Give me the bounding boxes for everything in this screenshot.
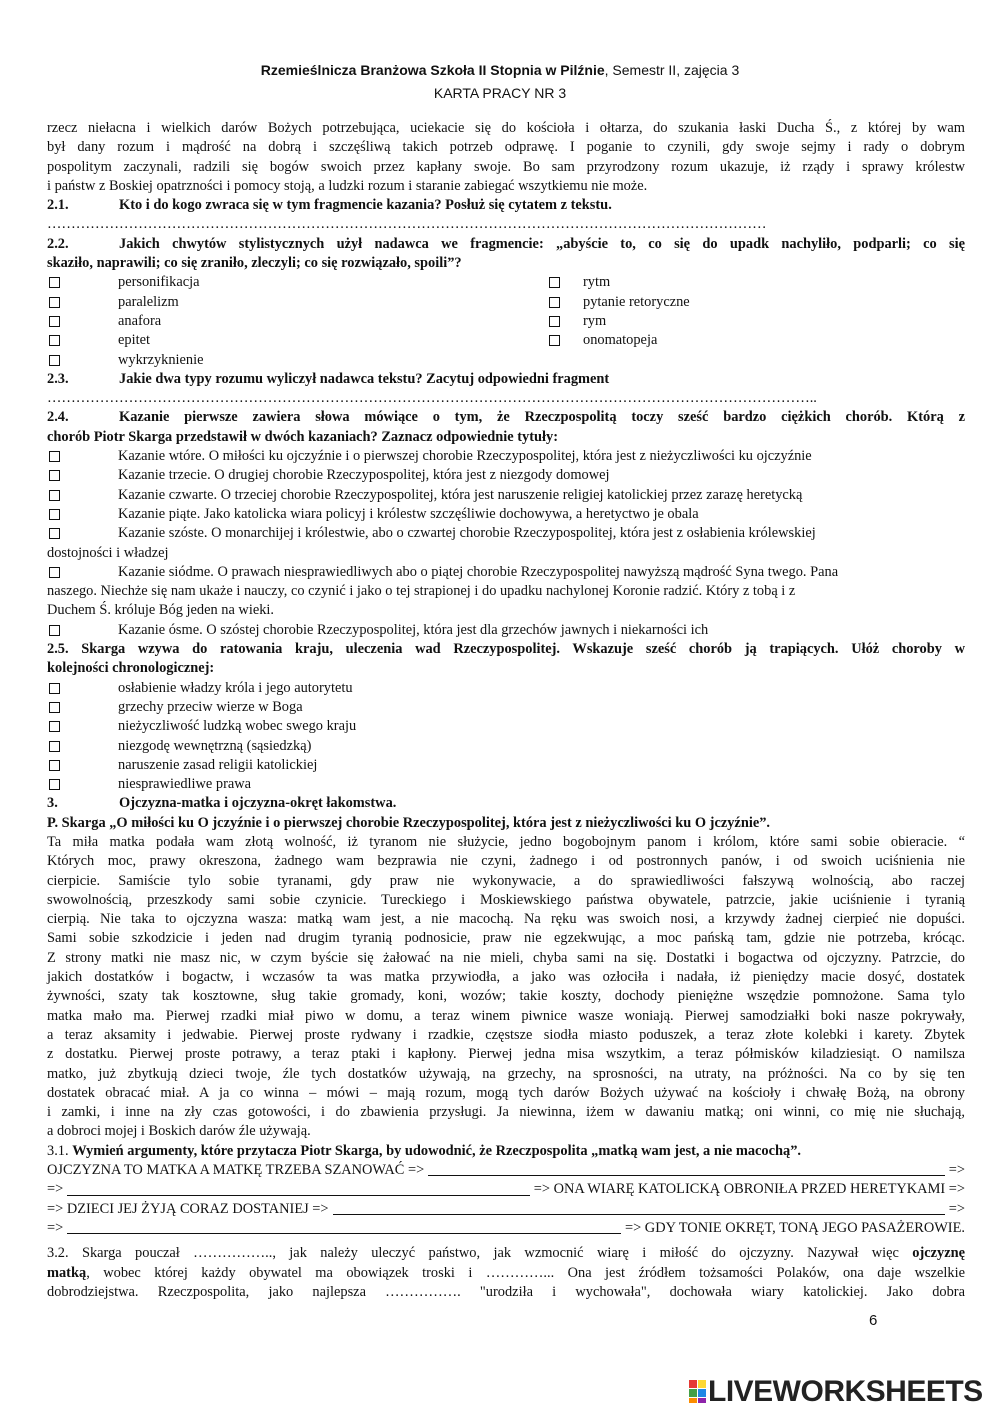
header-school xyxy=(0,62,1000,78)
quote-line: cierpicie. Samiście tylo sobie tyranami, gdy praw nie wykonywacie, a do sprawiedliwości fałszywą wolnością, abo raczej xyxy=(47,872,965,889)
option-label: niesprawiedliwe prawa xyxy=(118,776,252,793)
chain-row-1 xyxy=(47,1161,965,1180)
option-row xyxy=(47,293,965,312)
quote-line: Z strony matki nie masz nic, w czym byście się żałować na nie mieli, chyba sami na się. Dostatki i bogactwa od ojczyzny. Patrzcie, do xyxy=(47,949,965,966)
question-number: 2.3. xyxy=(47,370,69,387)
option-label: paralelizm xyxy=(118,293,179,310)
option-label-cont: naszego. Niechże się nam ukaże i nauczy, co czynić i jako o tej strapionej i do upadku nachylonej Koronie radzić. Który z tobą i z xyxy=(47,583,796,600)
header-school-name: Rzemieślnicza Branżowa Szkoła II Stopnia w Pilźnie xyxy=(260,62,605,78)
checkbox[interactable] xyxy=(549,335,560,346)
checkbox[interactable] xyxy=(49,451,60,462)
chain-text: => DZIECI JEJ ŻYJĄ CORAZ DOSTANIEJ => xyxy=(47,1200,329,1217)
option-label: grzechy przeciw wierze w Boga xyxy=(118,698,303,715)
quote-line: dostatek obracać miał. A ja co winna – mówi – mają rozum, mogą tych darów Bożych używać na kościoły i chwałę Bożą, na obrony xyxy=(47,1084,965,1101)
logo-text: LIVEWORKSHEETS xyxy=(708,1375,983,1408)
quote-line: a teraz aksamity i jedwabie. Pierwej proste rydwany i rzadkie, częstsze siodła miasto poduszek, a teraz złote kolebki i karety. Zbytek xyxy=(47,1026,965,1043)
option-label: Kazanie trzecie. O drugiej chorobie Rzeczypospolitej, która jest z niezgody domowej xyxy=(118,467,610,484)
question-2-5: 2.5. Skarga wzywa do ratowania kraju, uleczenia wad Rzeczypospolitej. Wskazuje sześć chorób ją trapiących. Ułóż choroby w xyxy=(47,641,965,658)
quote-line: Sami sobie szkodzicie i jeden nad drugim tyranią podnosicie, praw nie egzekwując, a moc pańską tam, gdzie nie potrzeba, krócąc. xyxy=(47,930,965,947)
sermon-option xyxy=(47,563,965,582)
checkbox[interactable] xyxy=(549,277,560,288)
chain-arrow: => xyxy=(948,1200,965,1217)
checkbox[interactable] xyxy=(49,721,60,732)
question-2-3 xyxy=(47,370,965,389)
question-text: Jakich chwytów stylistycznych użył nadawca we fragmencie: „abyście to, co się do upadk nachyliło, podparli; co się xyxy=(119,235,965,252)
worksheet-body xyxy=(47,119,965,1302)
sermon-option xyxy=(47,524,965,543)
quote-line: Których moc, prawy okreszona, żadnego wam bezprawia nie czyni, żadnego i od postronnych panów, i od swoich uciśnienia nie xyxy=(47,853,965,870)
checkbox[interactable] xyxy=(49,760,60,771)
option-label: Kazanie szóste. O monarchijej i królestwie, abo o czwartej chorobie Rzeczypospolitej, która jest z osłabienia królewskiej xyxy=(118,525,816,542)
disease-option xyxy=(47,775,965,794)
option-label: epitet xyxy=(118,332,150,349)
quote-line: Ta miła matka podała wam złotą wolność, iż tyranom nie służycie, jedno bogobojnym panom i królom, które sami sobie obieracie. “ xyxy=(47,833,965,850)
question-2-1 xyxy=(47,196,965,215)
answer-line-2-1[interactable]: …………………………………………………………………………………………………………………………………… xyxy=(47,216,767,233)
question-number: 2.1. xyxy=(47,197,69,214)
chain-text: OJCZYZNA TO MATKA A MATKĘ TRZEBA SZANOWAĆ => xyxy=(47,1162,425,1179)
option-label: osłabienie władzy króla i jego autorytetu xyxy=(118,679,353,696)
blank-field[interactable] xyxy=(67,1194,530,1196)
disease-option xyxy=(47,679,965,698)
quote-line: jakich dostatków i bogactw, i wczasów ta was matka przywiodła, a jako was ozłociła i nadała, iż pieniędzy macie dosyć, dostatek xyxy=(47,969,965,986)
checkbox[interactable] xyxy=(49,567,60,578)
question-2-4-cont: chorób Piotr Skarga przedstawił w dwóch kazaniach? Zaznacz odpowiednie tytuły: xyxy=(47,428,559,445)
chain-row-3 xyxy=(47,1200,965,1219)
chain-text: => ONA WIARĘ KATOLICKĄ OBRONIŁA PRZED HERETYKAMI => xyxy=(533,1181,965,1198)
quote-line: matka mało ma. Pierwej rzadki miał piwo w domu, a teraz winem piwnice wasze woniają. Pierwej samodziałki boki nasze pokrywały, xyxy=(47,1007,965,1024)
text-bold: matką xyxy=(47,1264,87,1281)
blank-field[interactable] xyxy=(333,1213,945,1215)
checkbox[interactable] xyxy=(49,509,60,520)
question-3-2-line: dobrodziejstwa. Rzeczpospolita, jako najlepsza ……………. "urodziła i wychowała", dochowała wiary katolickiej. Jako dobra xyxy=(47,1283,965,1300)
option-row xyxy=(47,273,965,292)
option-label: Kazanie ósme. O szóstej chorobie Rzeczypospolitej, która jest dla grzechów jawnych i niekarności ich xyxy=(118,621,709,638)
option-label: wykrzyknienie xyxy=(118,351,204,368)
section-number: 3. xyxy=(47,795,58,812)
chain-row-2 xyxy=(47,1180,965,1199)
page-number: 6 xyxy=(869,1312,878,1329)
checkbox[interactable] xyxy=(49,277,60,288)
question-2-4 xyxy=(47,408,965,427)
option-label: personifikacja xyxy=(118,274,200,291)
question-2-2-cont: skaziło, naprawili; co się zraniło, zleczyli; co się rozwiązało, spoili”? xyxy=(47,255,462,272)
option-label: Kazanie wtóre. O miłości ku ojczyźnie i o pierwszej chorobie Rzeczypospolitej, która jest z nieżyczliwości ku ojczyźnie xyxy=(118,448,812,465)
text-bold: ojczyznę xyxy=(912,1245,965,1262)
answer-line-2-3[interactable]: …………………………………………………………………………………………………………………………………………….. xyxy=(47,390,817,407)
checkbox[interactable] xyxy=(49,297,60,308)
question-3-2-line xyxy=(47,1264,965,1283)
option-label: Kazanie piąte. Jako katolicka wiara policyj i królestw szczęśliwie dochowywa, a heretyctwo je obala xyxy=(118,505,699,522)
intro-line: rzecz niełacna i wielkich darów Bożych potrzebująca, uciekacie się do kościoła i ołtarza, do szukania łaski Ducha Ś., z której by wam xyxy=(47,120,965,136)
sermon-option xyxy=(47,466,965,485)
worksheet-title: KARTA PRACY NR 3 xyxy=(433,85,567,101)
option-row xyxy=(47,312,965,331)
intro-line: i państw z Boskiej opatrzności i pomocy stoją, a ludzki rozum i staranie zabiegać wszytkiemu nie może. xyxy=(47,177,648,194)
option-label: nieżyczliwość ludzką wobec swego kraju xyxy=(118,718,357,735)
option-label: pytanie retoryczne xyxy=(583,293,690,310)
quote-line: i zamki, i inne na zły czas gotowości, i do zbawienia przysługi. Ja niewinna, iżem w dawaniu matką; oni winni, co mię nie słuchają, xyxy=(47,1104,965,1121)
option-label: naruszenie zasad religii katolickiej xyxy=(118,756,318,773)
intro-line: był dany rozum i mądrość na dobrą i szczęśliwą takich potrzeb odprawę. I poganie to czynili, gdy swoje sejmy i rady o dobrym xyxy=(47,139,965,156)
chain-arrow: => xyxy=(47,1219,64,1236)
option-label: rytm xyxy=(583,274,611,291)
text: 3.2. Skarga pouczał …………….., jak należy uleczyć państwo, jak wzmocnić wiarę i miłość do ojczyzny. Nazywał więc xyxy=(47,1245,913,1262)
header-semester: , Semestr II, zajęcia 3 xyxy=(604,62,740,78)
chain-text: => GDY TONIE OKRĘT, TONĄ JEGO PASAŻEROWIE. xyxy=(624,1219,965,1236)
chain-arrow: => xyxy=(948,1162,965,1179)
option-row xyxy=(47,331,965,350)
intro-line: pospolitym zaczynali, radzili się bogów swoich przez kapłany swoje. Bo sam przyrodzony rozum ukazuje, iż rządy i sprawy królestw xyxy=(47,158,965,175)
disease-option xyxy=(47,756,965,775)
question-number: 3.1. xyxy=(47,1142,69,1159)
checkbox[interactable] xyxy=(549,316,560,327)
checkbox[interactable] xyxy=(49,355,60,366)
blank-field[interactable] xyxy=(428,1174,945,1176)
checkbox[interactable] xyxy=(49,779,60,790)
logo-icon xyxy=(689,1380,707,1404)
question-number: 2.2. xyxy=(47,235,69,252)
checkbox[interactable] xyxy=(49,741,60,752)
question-text: Kazanie pierwsze zawiera słowa mówiące o tym, że Rzeczpospolitą toczy sześć bardzo ciężkich chorób. Którą z xyxy=(119,409,965,426)
option-label: Kazanie siódme. O prawach niesprawiedliwych abo o piątej chorobie Rzeczypospolitej nawyższą mądrość Syna twego. Pana xyxy=(118,563,839,580)
question-text: Jakie dwa typy rozumu wyliczył nadawca tekstu? Zacytuj odpowiedni fragment xyxy=(119,370,610,387)
liveworksheets-logo xyxy=(689,1375,983,1409)
option-label: Kazanie czwarte. O trzeciej chorobie Rzeczypospolitej, która jest naruszenie religiej katolickiej przez zarazę heretycką xyxy=(118,486,803,503)
option-label-cont: dostojności i władzej xyxy=(47,544,169,561)
quote-line: a dobroci mojej i Boskich darów źle używają. xyxy=(47,1123,311,1140)
checkbox[interactable] xyxy=(49,625,60,636)
option-label: anafora xyxy=(118,312,162,329)
chain-arrow: => xyxy=(47,1181,64,1198)
question-text: Kto i do kogo zwraca się w tym fragmencie kazania? Posłuż się cytatem z tekstu. xyxy=(119,197,612,214)
option-label: onomatopeja xyxy=(583,332,658,349)
chain-row-4 xyxy=(47,1219,965,1238)
blank-field[interactable] xyxy=(67,1232,621,1234)
checkbox[interactable] xyxy=(49,683,60,694)
sermon-option xyxy=(47,621,965,640)
checkbox[interactable] xyxy=(49,335,60,346)
question-number: 2.4. xyxy=(47,409,69,426)
quote-title: P. Skarga „O miłości ku O jczyźnie i o pierwszej chorobie Rzeczypospolitej, która jest z nieżyczliwości ku O jczyźnie”. xyxy=(47,814,771,831)
section-3-title xyxy=(47,794,965,813)
section-title: Ojczyzna-matka i ojczyzna-okręt łakomstwa. xyxy=(119,795,397,812)
checkbox[interactable] xyxy=(49,528,60,539)
sermon-option xyxy=(47,486,965,505)
checkbox[interactable] xyxy=(49,316,60,327)
sermon-option xyxy=(47,447,965,466)
question-2-2 xyxy=(47,235,965,254)
option-label: niezgodę wewnętrzną (sąsiedzką) xyxy=(118,737,312,754)
sermon-option xyxy=(47,505,965,524)
quote-line: żywności, szaty tak kosztowne, sług takie gromady, koni, wozów; takie koszty, dochody pieniężne wszędzie pomnożone. Sama tylo xyxy=(47,988,965,1005)
checkbox[interactable] xyxy=(49,702,60,713)
quote-line: matko, już zbytkują dzieci twoje, źle tych dostatków używają, na grzechy, na sprosności, na utraty, na próżności. Na co by się ten xyxy=(47,1065,965,1082)
disease-option xyxy=(47,717,965,736)
quote-line: z dostatku. Pierwej proste potrawy, a teraz ptaki i kapłony. Pierwej jedna misa wszytkim, a teraz półmisków kiladziesiąt. O namilsza xyxy=(47,1046,965,1063)
disease-option xyxy=(47,698,965,717)
question-3-1 xyxy=(47,1142,965,1161)
option-label-cont: Duchem Ś. króluje Bóg jeden na wieki. xyxy=(47,602,275,619)
checkbox[interactable] xyxy=(549,297,560,308)
question-text: Wymień argumenty, które przytacza Piotr Skarga, by udowodnić, że Rzeczpospolita „matką wam jest, a nie macochą”. xyxy=(72,1142,801,1159)
question-3-2-line xyxy=(47,1244,965,1263)
checkbox[interactable] xyxy=(49,490,60,501)
quote-line: swowolnością, przeszkody sami sobie czynicie. Tureckiego i Moskiewskiego państwa obywatele, patrzcie, jakie uciśnienie i tyranią xyxy=(47,891,965,908)
disease-option xyxy=(47,737,965,756)
option-label: rym xyxy=(583,312,607,329)
option-row xyxy=(47,351,965,370)
quote-line: cierpią. Nie taka to ojczyzna wasza: matką wam jest, a nie macochą. Na ręku was swoich nosi, a krzywdy żadnej cierpieć nie dopuści. xyxy=(47,911,965,928)
question-2-5-cont: kolejności chronologicznej: xyxy=(47,660,215,677)
text: , wobec której każdy obywatel ma obowiązek troski i …………... Ona jest źródłem tożsamości Polaków, ona daje wszelkie xyxy=(86,1264,965,1281)
checkbox[interactable] xyxy=(49,470,60,481)
